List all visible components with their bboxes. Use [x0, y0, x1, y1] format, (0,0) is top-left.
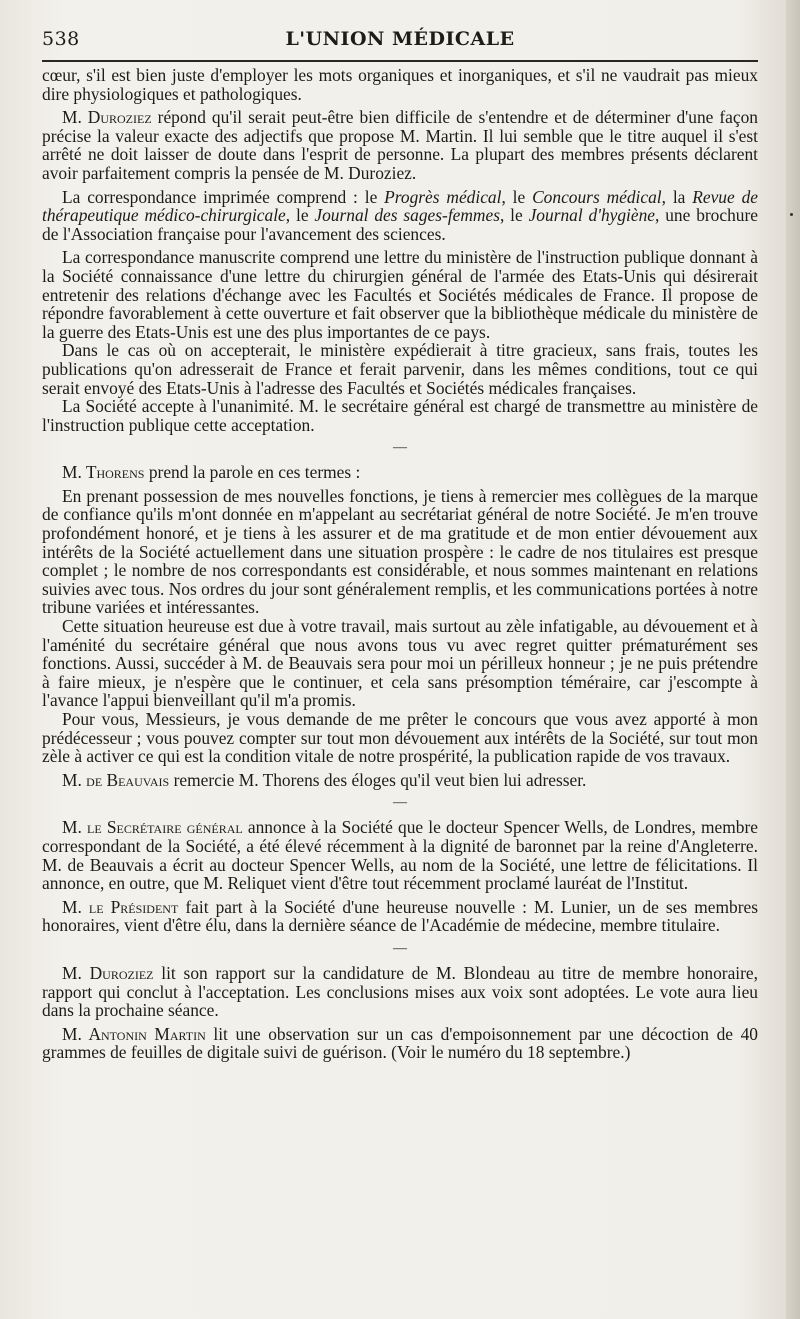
journal-name: Progrès médical: [384, 186, 502, 207]
paragraph-15: [42, 1025, 758, 1062]
text-run: , une brochure de l'Association française pour l'avancement des sciences.: [42, 205, 758, 244]
paragraph-5: Dans le cas où on accepterait, le ministère expédierait à titre gracieux, sans frais, toutes les publications qu'on adresserait de France et ferait parvenir, dans les mêmes conditions, tout ce qui serait envoyé des Etats-Unis à l'adresse des Facultés et Sociétés médicales françaises.: [42, 340, 758, 398]
section-separator: —: [393, 440, 407, 456]
page-header: [42, 28, 758, 50]
page-number: 538: [42, 28, 80, 50]
speaker-name: M. le Secrétaire général: [62, 817, 243, 838]
paragraph-4: La correspondance manuscrite comprend une lettre du ministère de l'instruction publique donnant à la Société connaissance d'une lettre du chirurgien général de l'armée des Etats-Unis qui désirerait entretenir des relations d'échange avec les Facultés et Sociétés médicales de France. Il propose de répondre favorablement à cette ouverture et fait observer que la bibliothèque médicale du ministère de la guerre des Etats-Unis est une des plus importantes de ce pays.: [42, 247, 758, 342]
paragraph-text: lit une observation sur un cas d'empoisonnement par une décoction de 40 grammes de feuilles de digitale suivi de guérison. (Voir le numéro du 18 septembre.): [42, 1023, 758, 1063]
article-body: [42, 66, 758, 1062]
speck-mark: [790, 213, 793, 216]
paragraph-6: La Société accepte à l'unanimité. M. le secrétaire général est chargé de transmettre au ministère de l'instruction publique cette acceptation.: [42, 396, 758, 435]
header-rule: [42, 60, 758, 62]
paragraph-text: remercie M. Thorens des éloges qu'il veut bien lui adresser.: [169, 769, 587, 790]
speaker-name: M. Thorens: [62, 462, 145, 483]
paragraph-11: [42, 771, 758, 790]
speaker-name: M. le Président: [62, 896, 179, 917]
text-run: , le: [499, 205, 529, 226]
speaker-name: M. Duroziez: [62, 107, 152, 128]
journal-name: Revue de thérapeutique médico-chirurgicale: [42, 186, 758, 226]
paragraph-3: [42, 188, 758, 244]
paragraph-1: cœur, s'il est bien juste d'employer les mots organiques et inorganiques, et s'il ne vaudrait pas mieux dire physiologiques et pathologiques.: [42, 65, 758, 104]
speaker-name: M. Antonin Martin: [62, 1023, 206, 1044]
paragraph-2: [42, 108, 758, 182]
paragraph-10: Pour vous, Messieurs, je vous demande de me prêter le concours que vous avez apporté à mon prédécesseur ; vous pouvez compter sur tout mon dévouement aux intérêts de la Société, sur tout mon zèle à activer ce qui est la condition vitale de notre prospérité, la publication rapide de vos travaux.: [42, 709, 758, 767]
journal-name: Concours médical: [532, 186, 662, 207]
paragraph-text: annonce à la Société que le docteur Spencer Wells, de Londres, membre correspondant de la Société, a été élevé récemment à la dignité de baronnet par la reine d'Angleterre. M. de Beauvais a écrit au docteur Spencer Wells, au nom de la Société, une lettre de félicitations. Il annonce, en outre, que M. Reliquet vient d'être tout récemment proclamé lauréat de l'Institut.: [42, 817, 759, 894]
text-run: , le: [501, 186, 533, 207]
paragraph-13: [42, 898, 758, 935]
speaker-name: M. de Beauvais: [62, 769, 170, 790]
paragraph-text: fait part à la Société d'une heureuse nouvelle : M. Lunier, un de ses membres honoraires, vient d'être élu, dans la dernière séance de l'Académie de médecine, membre titulaire.: [42, 896, 758, 936]
paragraph-8: En prenant possession de mes nouvelles fonctions, je tiens à remercier mes collègues de la marque de confiance qu'ils m'ont donnée en m'appelant au secrétariat général de notre Société. Je m'en trouve profondément honoré, et je tiens à les assurer et de ma gratitude et de mon entier dévouement aux intérêts de la Société actuellement dans une situation prospère : le cadre de nos titulaires est presque complet ; le nombre de nos correspondants est considérable, et nous sommes maintenant en relations suivies avec tous. Nos ordres du jour sont généralement remplis, et les communications portées à notre tribune variées et intéressantes.: [42, 485, 758, 618]
text-run: , la: [661, 186, 693, 207]
text-run: La correspondance imprimée comprend : le: [62, 186, 385, 207]
paragraph-14: [42, 964, 758, 1020]
paragraph-text: répond qu'il serait peut-être bien difficile de s'entendre et de déterminer d'une façon précise la valeur exacte des adjectifs que propose M. Martin. Il lui semble que le titre auquel il s'est arrêté ne doit laisser de doute dans l'esprit de personne. La plupart des membres présents déclarent avoir parfaitement compris la pensée de M. Duroziez.: [42, 107, 758, 183]
journal-name: Journal des sages-femmes: [314, 205, 500, 226]
paragraph-text: lit son rapport sur la candidature de M. Blondeau au titre de membre honoraire, rapport qui conclut à l'acceptation. Les conclusions mises aux voix sont adoptées. Le vote aura lieu dans la prochaine séance.: [42, 962, 758, 1021]
journal-name: Journal d'hygiène: [528, 205, 656, 226]
speaker-name: M. Duroziez: [62, 962, 154, 983]
section-separator: —: [393, 795, 407, 811]
paragraph-12: [42, 818, 758, 892]
paragraph-text: prend la parole en ces termes :: [144, 462, 361, 483]
paragraph-7: [42, 463, 758, 482]
journal-title: L'UNION MÉDICALE: [285, 28, 515, 50]
page-edge: [786, 0, 800, 1319]
text-run: , le: [285, 205, 315, 226]
section-separator: —: [393, 940, 407, 956]
paragraph-9: Cette situation heureuse est due à votre travail, mais surtout au zèle infatigable, au dévouement et à l'aménité du secrétaire général que nous avons tous vu avec regret quitter prématurément ses fonctions. Aussi, succéder à M. de Beauvais sera pour moi un périlleux honneur ; je ne puis prétendre à faire mieux, je n'espère que le continuer, et cela sans présomption téméraire, car j'escompte à l'avance l'appui bienveillant qu'il m'a promis.: [42, 616, 758, 711]
